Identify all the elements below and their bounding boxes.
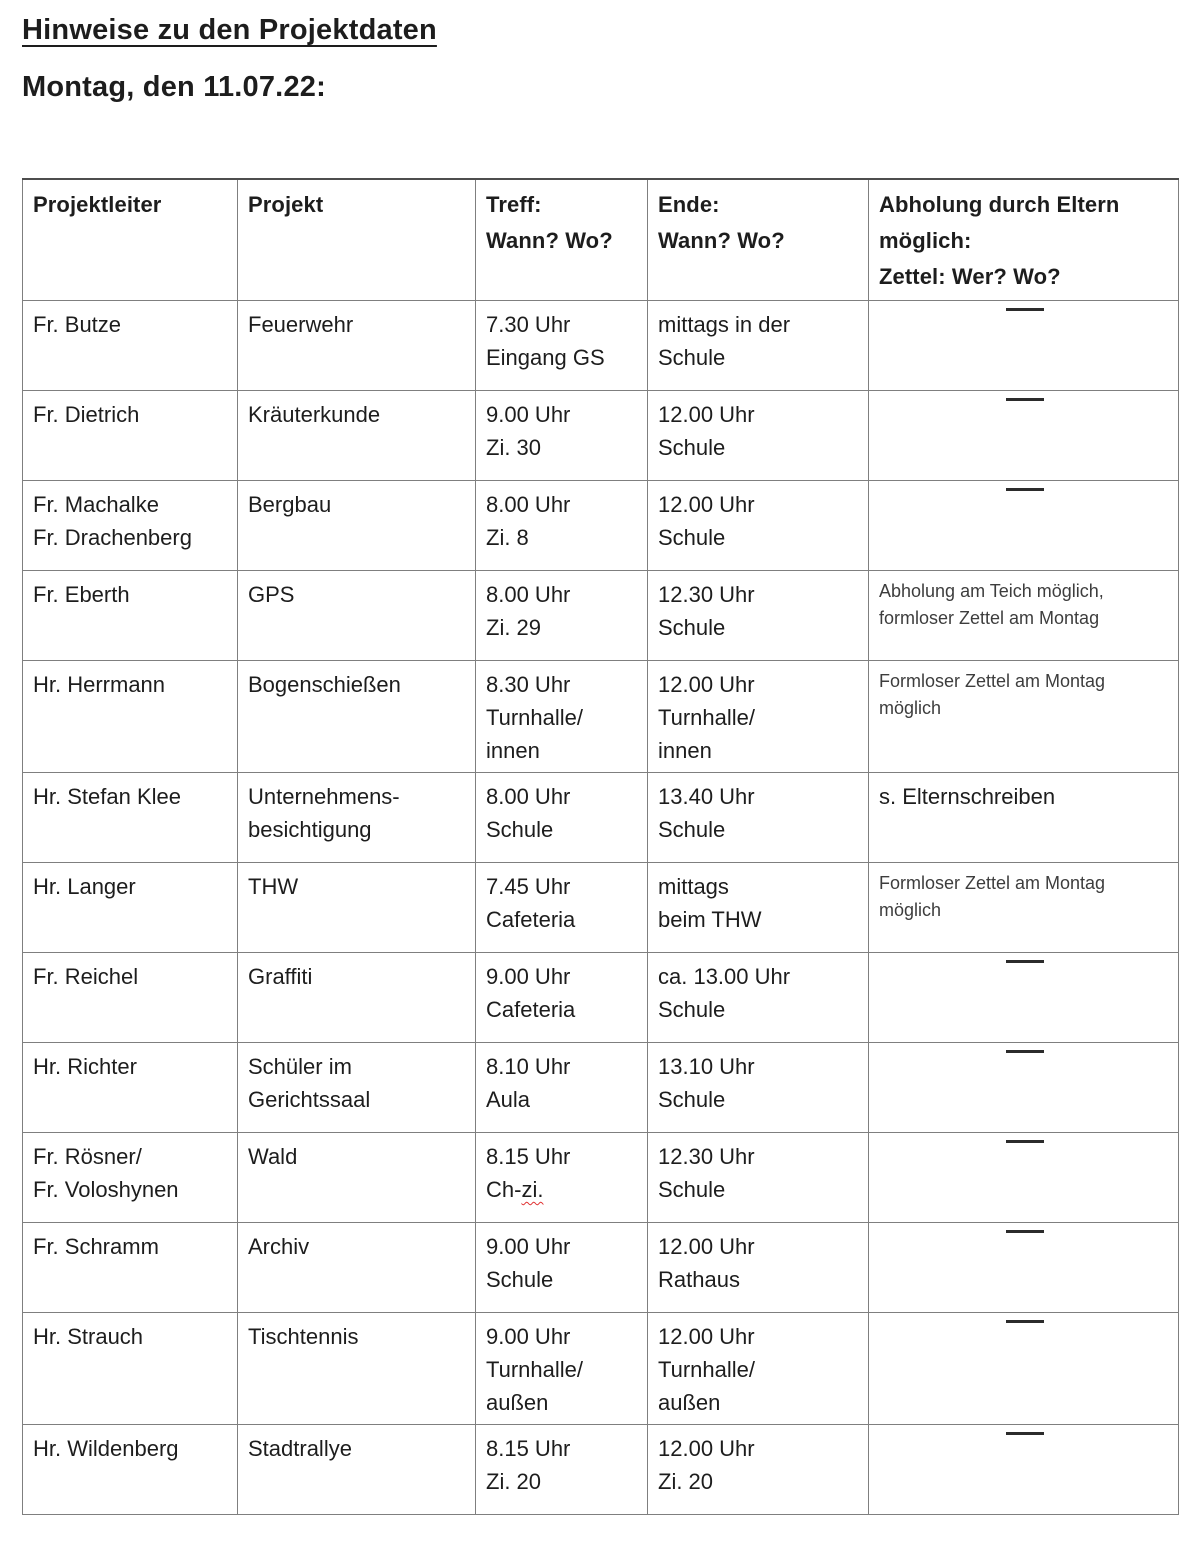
blank-signature-line bbox=[1006, 1050, 1044, 1053]
cell-line: 7.30 Uhr bbox=[486, 312, 571, 337]
cell-treff bbox=[476, 481, 648, 571]
cell-abholung bbox=[869, 571, 1179, 661]
cell-line: Schule bbox=[658, 1087, 726, 1112]
cell-line: Ende: bbox=[658, 192, 720, 217]
cell-line: 8.10 Uhr bbox=[486, 1054, 571, 1079]
cell-line: 12.00 Uhr bbox=[658, 402, 755, 427]
cell-line: ca. 13.00 Uhr bbox=[658, 964, 791, 989]
cell-line: Fr. Schramm bbox=[33, 1234, 159, 1259]
cell-line: Hr. Langer bbox=[33, 874, 136, 899]
cell-line: Gerichtssaal bbox=[248, 1087, 371, 1112]
cell-projekt bbox=[238, 1223, 476, 1313]
cell-line: Projektleiter bbox=[33, 192, 162, 217]
cell-ende bbox=[648, 1133, 869, 1223]
blank-signature-line bbox=[1006, 1432, 1044, 1435]
blank-signature-line bbox=[1006, 1230, 1044, 1233]
table-row bbox=[23, 953, 1179, 1043]
cell-line: Eingang GS bbox=[486, 345, 605, 370]
cell-projektleiter bbox=[23, 1425, 238, 1515]
table-row bbox=[23, 773, 1179, 863]
cell-abholung bbox=[869, 481, 1179, 571]
text-segment: Ch- bbox=[486, 1177, 522, 1202]
table-row bbox=[23, 391, 1179, 481]
cell-projektleiter bbox=[23, 301, 238, 391]
cell-line: Tischtennis bbox=[248, 1324, 359, 1349]
cell-line: innen bbox=[658, 738, 712, 763]
cell-line: möglich bbox=[879, 900, 942, 920]
blank-signature-line bbox=[1006, 1140, 1044, 1143]
cell-abholung bbox=[869, 773, 1179, 863]
cell-line: 13.10 Uhr bbox=[658, 1054, 755, 1079]
cell-line: Hr. Strauch bbox=[33, 1324, 144, 1349]
cell-projektleiter bbox=[23, 661, 238, 773]
cell-line: 12.00 Uhr bbox=[658, 1324, 755, 1349]
cell-line: 13.40 Uhr bbox=[658, 784, 755, 809]
cell-projekt bbox=[238, 301, 476, 391]
cell-projektleiter bbox=[23, 1133, 238, 1223]
table-row bbox=[23, 1313, 1179, 1425]
cell-line: Formloser Zettel am Montag bbox=[879, 873, 1106, 893]
cell-line: Formloser Zettel am Montag bbox=[879, 671, 1106, 691]
cell-projekt bbox=[238, 1425, 476, 1515]
cell-line: innen bbox=[486, 738, 540, 763]
cell-line: 8.15 Uhr bbox=[486, 1144, 571, 1169]
cell-ende bbox=[648, 1223, 869, 1313]
cell-line: Turnhalle/ bbox=[486, 705, 584, 730]
cell-line: Bergbau bbox=[248, 492, 332, 517]
cell-treff bbox=[476, 571, 648, 661]
cell-abholung bbox=[869, 1133, 1179, 1223]
cell-projekt bbox=[238, 863, 476, 953]
cell-line: 12.00 Uhr bbox=[658, 1436, 755, 1461]
cell-ende bbox=[648, 953, 869, 1043]
page-subtitle: Montag, den 11.07.22: bbox=[22, 71, 326, 103]
column-header-projektleiter bbox=[23, 179, 238, 301]
cell-projekt bbox=[238, 773, 476, 863]
cell-line: Cafeteria bbox=[486, 907, 576, 932]
misspelled-word: zi. bbox=[521, 1177, 544, 1202]
cell-line: Fr. Rösner/ bbox=[33, 1144, 142, 1169]
cell-line: Feuerwehr bbox=[248, 312, 354, 337]
cell-treff bbox=[476, 301, 648, 391]
cell-projektleiter bbox=[23, 1313, 238, 1425]
cell-line: Wald bbox=[248, 1144, 298, 1169]
table-row bbox=[23, 1425, 1179, 1515]
cell-line: Abholung durch Eltern bbox=[879, 192, 1120, 217]
cell-line: Aula bbox=[486, 1087, 531, 1112]
cell-line: Zi. 30 bbox=[486, 435, 542, 460]
cell-line: Wann? Wo? bbox=[658, 228, 785, 253]
cell-line: 9.00 Uhr bbox=[486, 1324, 571, 1349]
cell-ende bbox=[648, 1043, 869, 1133]
table-row bbox=[23, 301, 1179, 391]
cell-treff bbox=[476, 953, 648, 1043]
cell-line: Abholung am Teich möglich, bbox=[879, 581, 1104, 601]
table-row bbox=[23, 1133, 1179, 1223]
cell-projektleiter bbox=[23, 1223, 238, 1313]
cell-treff bbox=[476, 1223, 648, 1313]
cell-line: 12.00 Uhr bbox=[658, 492, 755, 517]
table-row bbox=[23, 571, 1179, 661]
cell-ende bbox=[648, 301, 869, 391]
cell-line: 8.00 Uhr bbox=[486, 492, 571, 517]
cell-line: 12.30 Uhr bbox=[658, 582, 755, 607]
cell-line: Schule bbox=[658, 817, 726, 842]
cell-line: 12.00 Uhr bbox=[658, 672, 755, 697]
cell-line: Stadtrallye bbox=[248, 1436, 352, 1461]
cell-line: mittags bbox=[658, 874, 729, 899]
cell-ende bbox=[648, 391, 869, 481]
cell-treff bbox=[476, 391, 648, 481]
cell-treff bbox=[476, 661, 648, 773]
table-row bbox=[23, 863, 1179, 953]
table-row bbox=[23, 1043, 1179, 1133]
cell-projekt bbox=[238, 1043, 476, 1133]
cell-line: Schule bbox=[658, 525, 726, 550]
cell-line: 8.00 Uhr bbox=[486, 784, 571, 809]
cell-line: Zi. 20 bbox=[658, 1469, 714, 1494]
table-row bbox=[23, 481, 1179, 571]
column-header-ende bbox=[648, 179, 869, 301]
cell-line: Fr. Voloshynen bbox=[33, 1177, 179, 1202]
cell-ende bbox=[648, 571, 869, 661]
cell-projektleiter bbox=[23, 391, 238, 481]
cell-line: 8.00 Uhr bbox=[486, 582, 571, 607]
projektdaten-table bbox=[22, 178, 1179, 1515]
cell-line: Zettel: Wer? Wo? bbox=[879, 264, 1061, 289]
cell-ende bbox=[648, 481, 869, 571]
cell-line: Unternehmens- bbox=[248, 784, 400, 809]
cell-projektleiter bbox=[23, 773, 238, 863]
cell-line: Turnhalle/ bbox=[486, 1357, 584, 1382]
cell-line: Hr. Wildenberg bbox=[33, 1436, 179, 1461]
cell-line: Turnhalle/ bbox=[658, 1357, 756, 1382]
cell-ende bbox=[648, 773, 869, 863]
blank-signature-line bbox=[1006, 1320, 1044, 1323]
cell-line: Hr. Herrmann bbox=[33, 672, 166, 697]
cell-line: möglich: bbox=[879, 228, 972, 253]
cell-line: Archiv bbox=[248, 1234, 310, 1259]
cell-projektleiter bbox=[23, 571, 238, 661]
cell-treff bbox=[476, 1133, 648, 1223]
cell-treff bbox=[476, 1313, 648, 1425]
cell-line: 12.30 Uhr bbox=[658, 1144, 755, 1169]
cell-line: Fr. Drachenberg bbox=[33, 525, 192, 550]
cell-line: besichtigung bbox=[248, 817, 372, 842]
cell-line: Kräuterkunde bbox=[248, 402, 381, 427]
blank-signature-line bbox=[1006, 488, 1044, 491]
cell-abholung bbox=[869, 661, 1179, 773]
cell-line: Cafeteria bbox=[486, 997, 576, 1022]
cell-abholung bbox=[869, 391, 1179, 481]
cell-projekt bbox=[238, 571, 476, 661]
cell-line: 8.30 Uhr bbox=[486, 672, 571, 697]
cell-line: Fr. Reichel bbox=[33, 964, 139, 989]
cell-abholung bbox=[869, 1425, 1179, 1515]
cell-line: Projekt bbox=[248, 192, 324, 217]
cell-treff bbox=[476, 1425, 648, 1515]
cell-projekt bbox=[238, 661, 476, 773]
cell-line: Schule bbox=[658, 997, 726, 1022]
cell-line: 9.00 Uhr bbox=[486, 402, 571, 427]
cell-line: Schule bbox=[658, 1177, 726, 1202]
table-row bbox=[23, 661, 1179, 773]
cell-abholung bbox=[869, 1223, 1179, 1313]
cell-line: Graffiti bbox=[248, 964, 313, 989]
cell-line: Schule bbox=[486, 817, 554, 842]
column-header-abholung bbox=[869, 179, 1179, 301]
cell-ende bbox=[648, 1425, 869, 1515]
cell-projekt bbox=[238, 391, 476, 481]
column-header-projekt bbox=[238, 179, 476, 301]
cell-line: möglich bbox=[879, 698, 942, 718]
cell-projekt bbox=[238, 953, 476, 1043]
cell-line: Schule bbox=[658, 615, 726, 640]
cell-treff bbox=[476, 1043, 648, 1133]
table-header-row bbox=[23, 179, 1179, 301]
cell-treff bbox=[476, 863, 648, 953]
cell-line: Fr. Dietrich bbox=[33, 402, 140, 427]
cell-line: Fr. Machalke bbox=[33, 492, 159, 517]
cell-ende bbox=[648, 863, 869, 953]
cell-line: Hr. Richter bbox=[33, 1054, 137, 1079]
column-header-treff bbox=[476, 179, 648, 301]
cell-abholung bbox=[869, 1313, 1179, 1425]
cell-line bbox=[486, 1173, 639, 1206]
cell-projektleiter bbox=[23, 481, 238, 571]
cell-projekt bbox=[238, 1313, 476, 1425]
blank-signature-line bbox=[1006, 398, 1044, 401]
cell-line: Zi. 8 bbox=[486, 525, 529, 550]
page-title: Hinweise zu den Projektdaten bbox=[22, 14, 437, 46]
cell-projekt bbox=[238, 481, 476, 571]
cell-line: Hr. Stefan Klee bbox=[33, 784, 181, 809]
cell-line: 9.00 Uhr bbox=[486, 1234, 571, 1259]
cell-line: formloser Zettel am Montag bbox=[879, 608, 1100, 628]
cell-abholung bbox=[869, 953, 1179, 1043]
cell-line: GPS bbox=[248, 582, 295, 607]
cell-line: 8.15 Uhr bbox=[486, 1436, 571, 1461]
cell-line: s. Elternschreiben bbox=[879, 784, 1056, 809]
cell-line: 12.00 Uhr bbox=[658, 1234, 755, 1259]
cell-projekt bbox=[238, 1133, 476, 1223]
cell-line: 9.00 Uhr bbox=[486, 964, 571, 989]
table-row bbox=[23, 1223, 1179, 1313]
cell-projektleiter bbox=[23, 1043, 238, 1133]
cell-line: beim THW bbox=[658, 907, 762, 932]
blank-signature-line bbox=[1006, 960, 1044, 963]
cell-ende bbox=[648, 661, 869, 773]
cell-line: Fr. Eberth bbox=[33, 582, 130, 607]
cell-line: Zi. 20 bbox=[486, 1469, 542, 1494]
cell-abholung bbox=[869, 1043, 1179, 1133]
cell-line: 7.45 Uhr bbox=[486, 874, 571, 899]
cell-line: Schüler im bbox=[248, 1054, 352, 1079]
cell-line: Bogenschießen bbox=[248, 672, 401, 697]
cell-line: Schule bbox=[486, 1267, 554, 1292]
cell-line: Rathaus bbox=[658, 1267, 740, 1292]
cell-line: Turnhalle/ bbox=[658, 705, 756, 730]
cell-line: mittags in der bbox=[658, 312, 791, 337]
cell-abholung bbox=[869, 301, 1179, 391]
cell-line: Wann? Wo? bbox=[486, 228, 613, 253]
cell-line: Schule bbox=[658, 435, 726, 460]
blank-signature-line bbox=[1006, 308, 1044, 311]
cell-projektleiter bbox=[23, 863, 238, 953]
cell-line: außen bbox=[658, 1390, 721, 1415]
cell-projektleiter bbox=[23, 953, 238, 1043]
cell-line: außen bbox=[486, 1390, 549, 1415]
cell-abholung bbox=[869, 863, 1179, 953]
cell-ende bbox=[648, 1313, 869, 1425]
cell-line: THW bbox=[248, 874, 299, 899]
cell-line: Zi. 29 bbox=[486, 615, 542, 640]
cell-line: Treff: bbox=[486, 192, 542, 217]
cell-treff bbox=[476, 773, 648, 863]
cell-line: Fr. Butze bbox=[33, 312, 122, 337]
cell-line: Schule bbox=[658, 345, 726, 370]
